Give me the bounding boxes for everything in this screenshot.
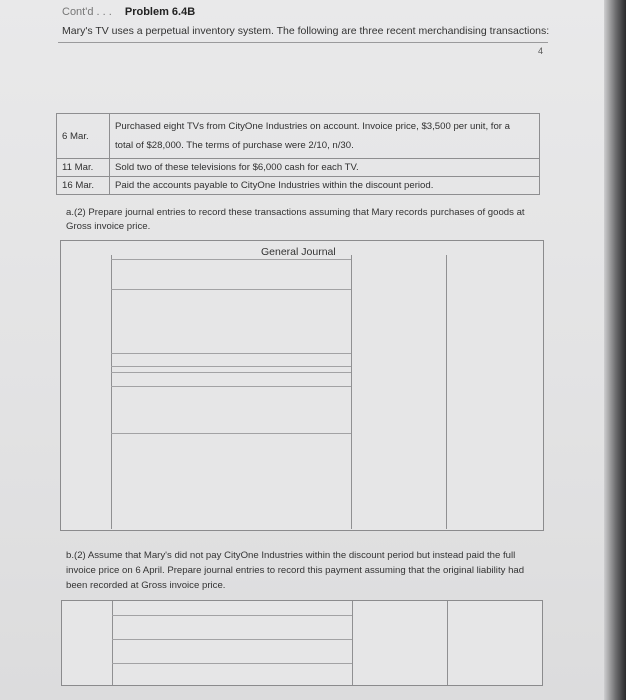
transaction-date: 11 Mar. bbox=[57, 159, 110, 177]
column-divider bbox=[351, 255, 352, 529]
screen-edge bbox=[604, 0, 626, 700]
row-line bbox=[112, 663, 352, 664]
question-b: b.(2) Assume that Mary's did not pay CityOne Industries within the discount period but instead paid the full invoice price on 6 April. Prepare journal entries to record this payment assuming that the original liability had been recorded at Gross invoice price. bbox=[66, 550, 525, 591]
continued-label: Cont'd . . . bbox=[62, 6, 112, 18]
row-line bbox=[111, 386, 351, 387]
row-line bbox=[111, 353, 351, 354]
journal-title: General Journal bbox=[261, 246, 336, 258]
table-row bbox=[57, 159, 540, 177]
transaction-date: 6 Mar. bbox=[57, 114, 110, 159]
column-divider bbox=[352, 601, 353, 685]
row-line bbox=[111, 259, 351, 260]
row-line bbox=[111, 366, 351, 367]
answer-table-b bbox=[61, 600, 543, 686]
column-divider bbox=[447, 601, 448, 685]
column-divider bbox=[446, 255, 447, 529]
row-line bbox=[112, 615, 352, 616]
row-line bbox=[111, 289, 351, 290]
transaction-date: 16 Mar. bbox=[57, 177, 110, 195]
row-line bbox=[112, 639, 352, 640]
divider bbox=[58, 42, 548, 43]
page-header bbox=[62, 6, 195, 18]
table-row bbox=[57, 114, 540, 159]
problem-title: Problem 6.4B bbox=[124, 6, 196, 18]
transaction-description: Sold two of these televisions for $6,000 cash for each TV. bbox=[110, 159, 540, 177]
row-line bbox=[111, 433, 351, 434]
description-line: Purchased eight TVs from CityOne Industries on account. Invoice price, $3,500 per unit, for a bbox=[115, 121, 510, 132]
intro-text: Mary's TV uses a perpetual inventory system. The following are three recent merchandising transactions: bbox=[62, 25, 550, 37]
general-journal-table bbox=[60, 240, 544, 531]
row-line bbox=[111, 372, 351, 373]
question-a: a.(2) Prepare journal entries to record these transactions assuming that Mary records purchases of goods at Gross invoice price. bbox=[66, 207, 525, 232]
description-line: total of $28,000. The terms of purchase were 2/10, n/30. bbox=[115, 140, 354, 151]
table-row bbox=[57, 177, 540, 195]
transactions-table bbox=[56, 113, 540, 195]
column-divider bbox=[112, 601, 113, 685]
column-divider bbox=[111, 255, 112, 529]
transaction-description: Paid the accounts payable to CityOne Industries within the discount period. bbox=[110, 177, 540, 195]
transaction-description bbox=[110, 114, 540, 159]
page-number: 4 bbox=[538, 46, 544, 56]
